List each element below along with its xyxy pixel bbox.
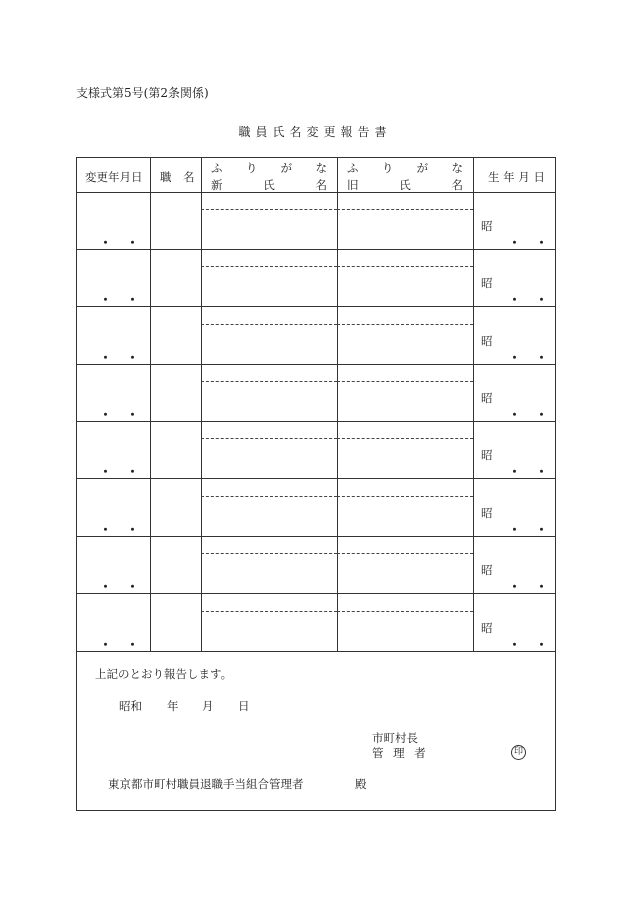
column-divider (473, 158, 474, 652)
name-char: 名 (315, 178, 327, 192)
birth-date-dots: ・・ (508, 523, 563, 538)
furigana-char: な (451, 161, 463, 175)
report-table (76, 157, 563, 811)
name-char: 新 (211, 178, 223, 192)
new-name-furigana-dashed-line (201, 496, 337, 497)
honorific: 殿 (355, 777, 367, 791)
old-name-furigana-dashed-line (337, 209, 473, 210)
era-showa: 昭 (481, 506, 493, 520)
old-name-furigana-dashed-line (337, 438, 473, 439)
era-showa: 昭 (481, 219, 493, 233)
furigana-char: ふ (211, 161, 223, 175)
birth-date-dots: ・・ (508, 580, 563, 595)
document-title: 職員氏名変更報告書 (238, 125, 392, 139)
era-showa: 昭 (481, 276, 493, 290)
name-char: 名 (451, 178, 463, 192)
name-char: 氏 (263, 178, 275, 192)
old-name-furigana-dashed-line (337, 496, 473, 497)
birth-date-dots: ・・ (508, 638, 563, 653)
new-name-furigana-dashed-line (201, 381, 337, 382)
old-name-furigana-dashed-line (337, 266, 473, 267)
era-showa: 昭 (481, 448, 493, 462)
era-showa: 昭 (481, 334, 493, 348)
era-showa: 昭 (481, 391, 493, 405)
addressee: 東京都市町村職員退職手当組合管理者 (108, 777, 304, 791)
name-char: 氏 (399, 178, 411, 192)
mayor-label: 市町村長 (372, 731, 418, 745)
change-date-dots: ・・ (99, 351, 154, 366)
form-number: 支様式第5号(第2条関係) (76, 86, 209, 100)
furigana-char: り (245, 161, 258, 175)
report-statement: 上記のとおり報告します。 (95, 667, 233, 681)
change-date-dots: ・・ (99, 236, 154, 251)
column-divider (337, 158, 338, 652)
date-era: 昭和 (119, 699, 142, 713)
date-day-label: 日 (238, 699, 250, 713)
birth-date-dots: ・・ (508, 408, 563, 423)
birth-date-dots: ・・ (508, 351, 563, 366)
header-new-furigana (211, 160, 327, 176)
header-change-date: 変更年月日 (85, 170, 143, 184)
change-date-dots: ・・ (99, 465, 154, 480)
old-name-furigana-dashed-line (337, 324, 473, 325)
header-new-name (211, 177, 327, 193)
new-name-furigana-dashed-line (201, 209, 337, 210)
change-date-dots: ・・ (99, 523, 154, 538)
furigana-char: な (315, 161, 327, 175)
header-old-name (347, 177, 463, 193)
manager-label: 管 理 者 (372, 746, 429, 760)
header-position: 職 名 (160, 170, 195, 184)
furigana-char: が (280, 161, 293, 175)
change-date-dots: ・・ (99, 638, 154, 653)
change-date-dots: ・・ (99, 408, 154, 423)
header-birth-date: 生 年 月 日 (488, 170, 545, 184)
row-divider (77, 192, 555, 193)
furigana-char: り (381, 161, 394, 175)
new-name-furigana-dashed-line (201, 611, 337, 612)
era-showa: 昭 (481, 621, 493, 635)
birth-date-dots: ・・ (508, 236, 563, 251)
new-name-furigana-dashed-line (201, 438, 337, 439)
name-char: 旧 (347, 178, 359, 192)
column-divider (201, 158, 202, 652)
date-year-label: 年 (167, 699, 179, 713)
furigana-char: ふ (347, 161, 359, 175)
old-name-furigana-dashed-line (337, 611, 473, 612)
furigana-char: が (416, 161, 429, 175)
new-name-furigana-dashed-line (201, 266, 337, 267)
change-date-dots: ・・ (99, 580, 154, 595)
new-name-furigana-dashed-line (201, 324, 337, 325)
seal-mark: 印 (511, 745, 526, 760)
date-month-label: 月 (202, 699, 214, 713)
header-old-furigana (347, 160, 463, 176)
old-name-furigana-dashed-line (337, 381, 473, 382)
change-date-dots: ・・ (99, 293, 154, 308)
birth-date-dots: ・・ (508, 465, 563, 480)
era-showa: 昭 (481, 563, 493, 577)
birth-date-dots: ・・ (508, 293, 563, 308)
new-name-furigana-dashed-line (201, 553, 337, 554)
old-name-furigana-dashed-line (337, 553, 473, 554)
